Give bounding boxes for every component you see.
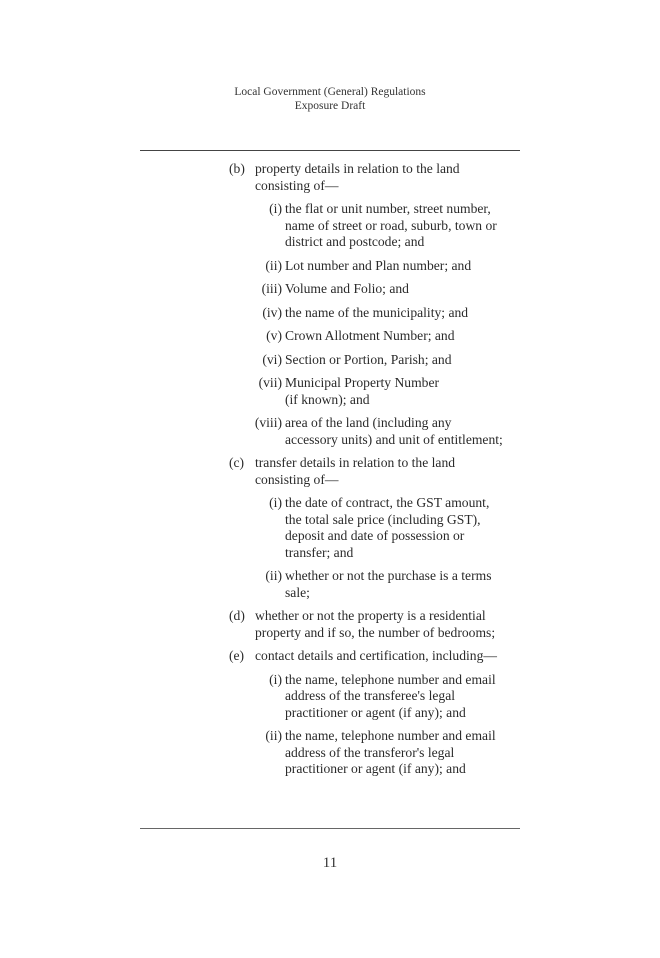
subparagraph-item [140, 415, 520, 448]
subparagraph-label: (i) [269, 671, 282, 687]
subparagraph-item [140, 568, 520, 601]
subparagraph-item [140, 375, 520, 408]
subparagraph-label: (i) [269, 201, 282, 216]
subparagraph-label: (i) [269, 495, 282, 510]
subparagraph-text-line: district and postcode; and [285, 234, 425, 249]
subparagraph-text-line: the flat or unit number, street number, [285, 201, 491, 216]
subparagraph-text-line: the name of the municipality; and [285, 304, 469, 320]
paragraph-text-line: property details in relation to the land [255, 161, 460, 176]
subparagraph-text-line: deposit and date of possession or [285, 528, 465, 543]
paragraph-item [140, 161, 520, 194]
paragraph-text-line: whether or not the property is a residential [255, 608, 486, 623]
paragraph-text-line: property and if so, the number of bedrooms; [255, 624, 496, 640]
subparagraph-text-line: whether or not the purchase is a terms [285, 568, 492, 583]
footer-rule [140, 828, 520, 829]
subparagraph-text-line: transfer; and [285, 544, 354, 560]
paragraph-item [140, 648, 520, 665]
subparagraph-text-line: (if known); and [285, 391, 370, 407]
document-body [140, 161, 520, 785]
subparagraph-label: (v) [266, 328, 282, 343]
subparagraph-label: (ii) [265, 568, 282, 583]
subparagraph-text-line: address of the transferor's legal [285, 744, 455, 760]
running-header [140, 85, 520, 113]
subparagraph-label: (vii) [258, 375, 282, 390]
subparagraph-item [140, 728, 520, 778]
paragraph-text-line: consisting of— [255, 177, 339, 193]
subparagraph-text-line: name of street or road, suburb, town or [285, 217, 497, 233]
paragraph-label: (b) [229, 161, 245, 176]
header-subtitle: Exposure Draft [294, 100, 366, 112]
subparagraph-label: (iv) [262, 304, 282, 320]
subparagraph-label: (ii) [265, 728, 282, 743]
paragraph-label: (e) [229, 648, 245, 663]
header-title: Local Government (General) Regulations [234, 86, 426, 98]
subparagraph-text-line: the name, telephone number and email [285, 671, 496, 687]
subparagraph-text-line: Municipal Property Number [285, 375, 440, 390]
paragraph-label: (d) [229, 608, 245, 623]
paragraph-text-line: consisting of— [255, 471, 339, 487]
subparagraph-text-line: the total sale price (including GST), [285, 511, 481, 527]
subparagraph-item [140, 495, 520, 561]
subparagraph-label: (ii) [265, 257, 282, 273]
subparagraph-item [140, 672, 520, 722]
paragraph-text-line: contact details and certification, including— [255, 648, 497, 663]
page-number: 11 [322, 855, 338, 871]
subparagraph-text-line: address of the transferee's legal [285, 688, 456, 703]
subparagraph-item [140, 281, 520, 298]
subparagraph-text-line: Volume and Folio; and [285, 281, 409, 296]
subparagraph-label: (viii) [254, 415, 282, 430]
subparagraph-item [140, 328, 520, 345]
subparagraph-text-line: Lot number and Plan number; and [285, 257, 472, 273]
subparagraph-item [140, 352, 520, 369]
subparagraph-text-line: Crown Allotment Number; and [285, 328, 455, 343]
paragraph-text-line: transfer details in relation to the land [255, 455, 456, 470]
subparagraph-text-line: accessory units) and unit of entitlement; [285, 431, 503, 447]
paragraph-label: (c) [229, 455, 245, 470]
subparagraph-item [140, 305, 520, 322]
subparagraph-text-line: practitioner or agent (if any); and [285, 704, 466, 720]
subparagraph-text-line: the date of contract, the GST amount, [285, 495, 490, 510]
subparagraph-item [140, 201, 520, 251]
subparagraph-text-line: area of the land (including any [285, 415, 452, 430]
header-rule [140, 150, 520, 151]
subparagraph-text-line: practitioner or agent (if any); and [285, 761, 466, 776]
subparagraph-label: (vi) [262, 351, 282, 367]
subparagraph-text-line: Section or Portion, Parish; and [285, 351, 452, 367]
paragraph-item [140, 455, 520, 488]
paragraph-item [140, 608, 520, 641]
subparagraph-text-line: sale; [285, 584, 310, 600]
subparagraph-item [140, 258, 520, 275]
subparagraph-label: (iii) [261, 281, 282, 296]
subparagraph-text-line: the name, telephone number and email [285, 728, 496, 743]
